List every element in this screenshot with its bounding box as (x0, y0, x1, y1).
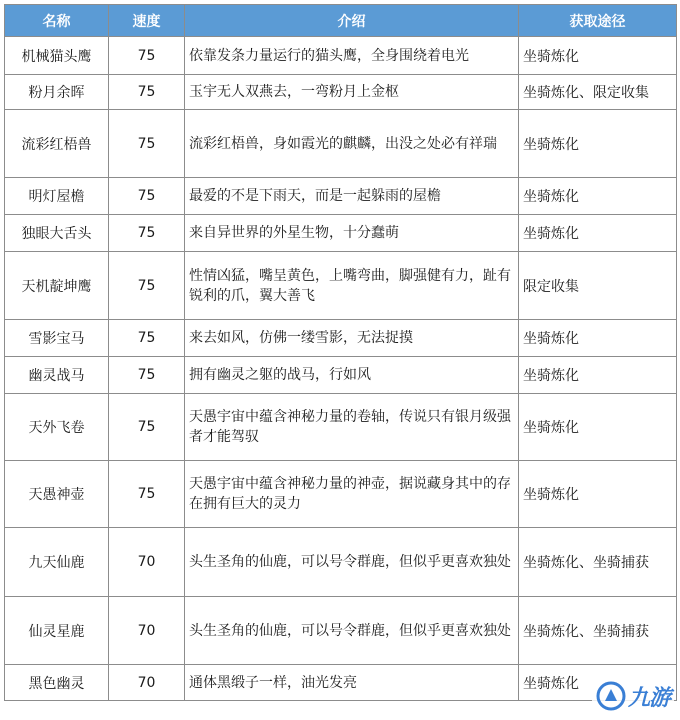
cell-source: 坐骑炼化 (519, 320, 677, 357)
header-desc: 介绍 (185, 5, 519, 37)
table-row (5, 461, 677, 528)
table-row (5, 357, 677, 394)
table-row (5, 75, 677, 110)
cell-source: 坐骑炼化 (519, 215, 677, 252)
cell-source: 坐骑炼化 (519, 37, 677, 75)
cell-desc: 头生圣角的仙鹿，可以号令群鹿，但似乎更喜欢独处 (185, 528, 519, 597)
cell-source: 坐骑炼化 (519, 357, 677, 394)
cell-speed: 75 (109, 37, 185, 75)
cell-name: 黑色幽灵 (5, 665, 109, 701)
cell-speed: 75 (109, 357, 185, 394)
cell-speed: 75 (109, 252, 185, 320)
cell-speed: 75 (109, 394, 185, 461)
cell-desc: 流彩红梧兽，身如霞光的麒麟，出没之处必有祥瑞 (185, 110, 519, 178)
cell-speed: 70 (109, 665, 185, 701)
cell-speed: 75 (109, 215, 185, 252)
table-row (5, 528, 677, 597)
cell-desc: 最爱的不是下雨天，而是一起躲雨的屋檐 (185, 178, 519, 215)
table-row (5, 178, 677, 215)
table-row (5, 252, 677, 320)
cell-name: 天外飞卷 (5, 394, 109, 461)
cell-speed: 75 (109, 320, 185, 357)
cell-name: 明灯屋檐 (5, 178, 109, 215)
cell-source: 坐骑炼化 (519, 461, 677, 528)
cell-source: 坐骑炼化 (519, 178, 677, 215)
cell-source: 坐骑炼化 (519, 110, 677, 178)
cell-desc: 通体黑缎子一样，油光发亮 (185, 665, 519, 701)
cell-name: 流彩红梧兽 (5, 110, 109, 178)
cell-desc: 拥有幽灵之躯的战马，行如风 (185, 357, 519, 394)
cell-speed: 75 (109, 178, 185, 215)
cell-speed: 75 (109, 461, 185, 528)
table-row (5, 394, 677, 461)
watermark-text: 九游 (627, 685, 670, 711)
cell-desc: 性情凶猛，嘴呈黄色，上嘴弯曲，脚强健有力，趾有锐利的爪，翼大善飞 (185, 252, 519, 320)
mount-table (4, 4, 677, 701)
cell-name: 机械猫头鹰 (5, 37, 109, 75)
table-row (5, 37, 677, 75)
header-name: 名称 (5, 5, 109, 37)
cell-source: 坐骑炼化 (519, 665, 677, 701)
cell-name: 幽灵战马 (5, 357, 109, 394)
header-source: 获取途径 (519, 5, 677, 37)
watermark (592, 676, 674, 716)
cell-desc: 头生圣角的仙鹿，可以号令群鹿，但似乎更喜欢独处 (185, 597, 519, 665)
table-row (5, 110, 677, 178)
table-row (5, 320, 677, 357)
cell-source: 坐骑炼化 (519, 394, 677, 461)
table-row (5, 597, 677, 665)
table-row (5, 665, 677, 701)
cell-desc: 天愚宇宙中蕴含神秘力量的卷轴，传说只有银月级强者才能驾驭 (185, 394, 519, 461)
header-row (5, 5, 677, 37)
cell-speed: 75 (109, 110, 185, 178)
cell-desc: 玉宇无人双燕去，一弯粉月上金枢 (185, 75, 519, 110)
cell-name: 独眼大舌头 (5, 215, 109, 252)
cell-name: 雪影宝马 (5, 320, 109, 357)
table-row (5, 215, 677, 252)
header-speed: 速度 (109, 5, 185, 37)
cell-name: 仙灵星鹿 (5, 597, 109, 665)
cell-desc: 依靠发条力量运行的猫头鹰，全身围绕着电光 (185, 37, 519, 75)
cell-name: 天愚神壶 (5, 461, 109, 528)
cell-desc: 来去如风，仿佛一缕雪影，无法捉摸 (185, 320, 519, 357)
cell-source: 坐骑炼化、坐骑捕获 (519, 597, 677, 665)
cell-speed: 75 (109, 75, 185, 110)
cell-name: 九天仙鹿 (5, 528, 109, 597)
cell-name: 粉月余晖 (5, 75, 109, 110)
cell-source: 坐骑炼化、限定收集 (519, 75, 677, 110)
cell-source: 坐骑炼化、坐骑捕获 (519, 528, 677, 597)
cell-speed: 70 (109, 528, 185, 597)
cell-desc: 来自异世界的外星生物，十分蠢萌 (185, 215, 519, 252)
cell-source: 限定收集 (519, 252, 677, 320)
cell-name: 天机靛坤鹰 (5, 252, 109, 320)
cell-desc: 天愚宇宙中蕴含神秘力量的神壶，据说藏身其中的存在拥有巨大的灵力 (185, 461, 519, 528)
jiuyou-logo-icon (596, 681, 626, 711)
cell-speed: 70 (109, 597, 185, 665)
